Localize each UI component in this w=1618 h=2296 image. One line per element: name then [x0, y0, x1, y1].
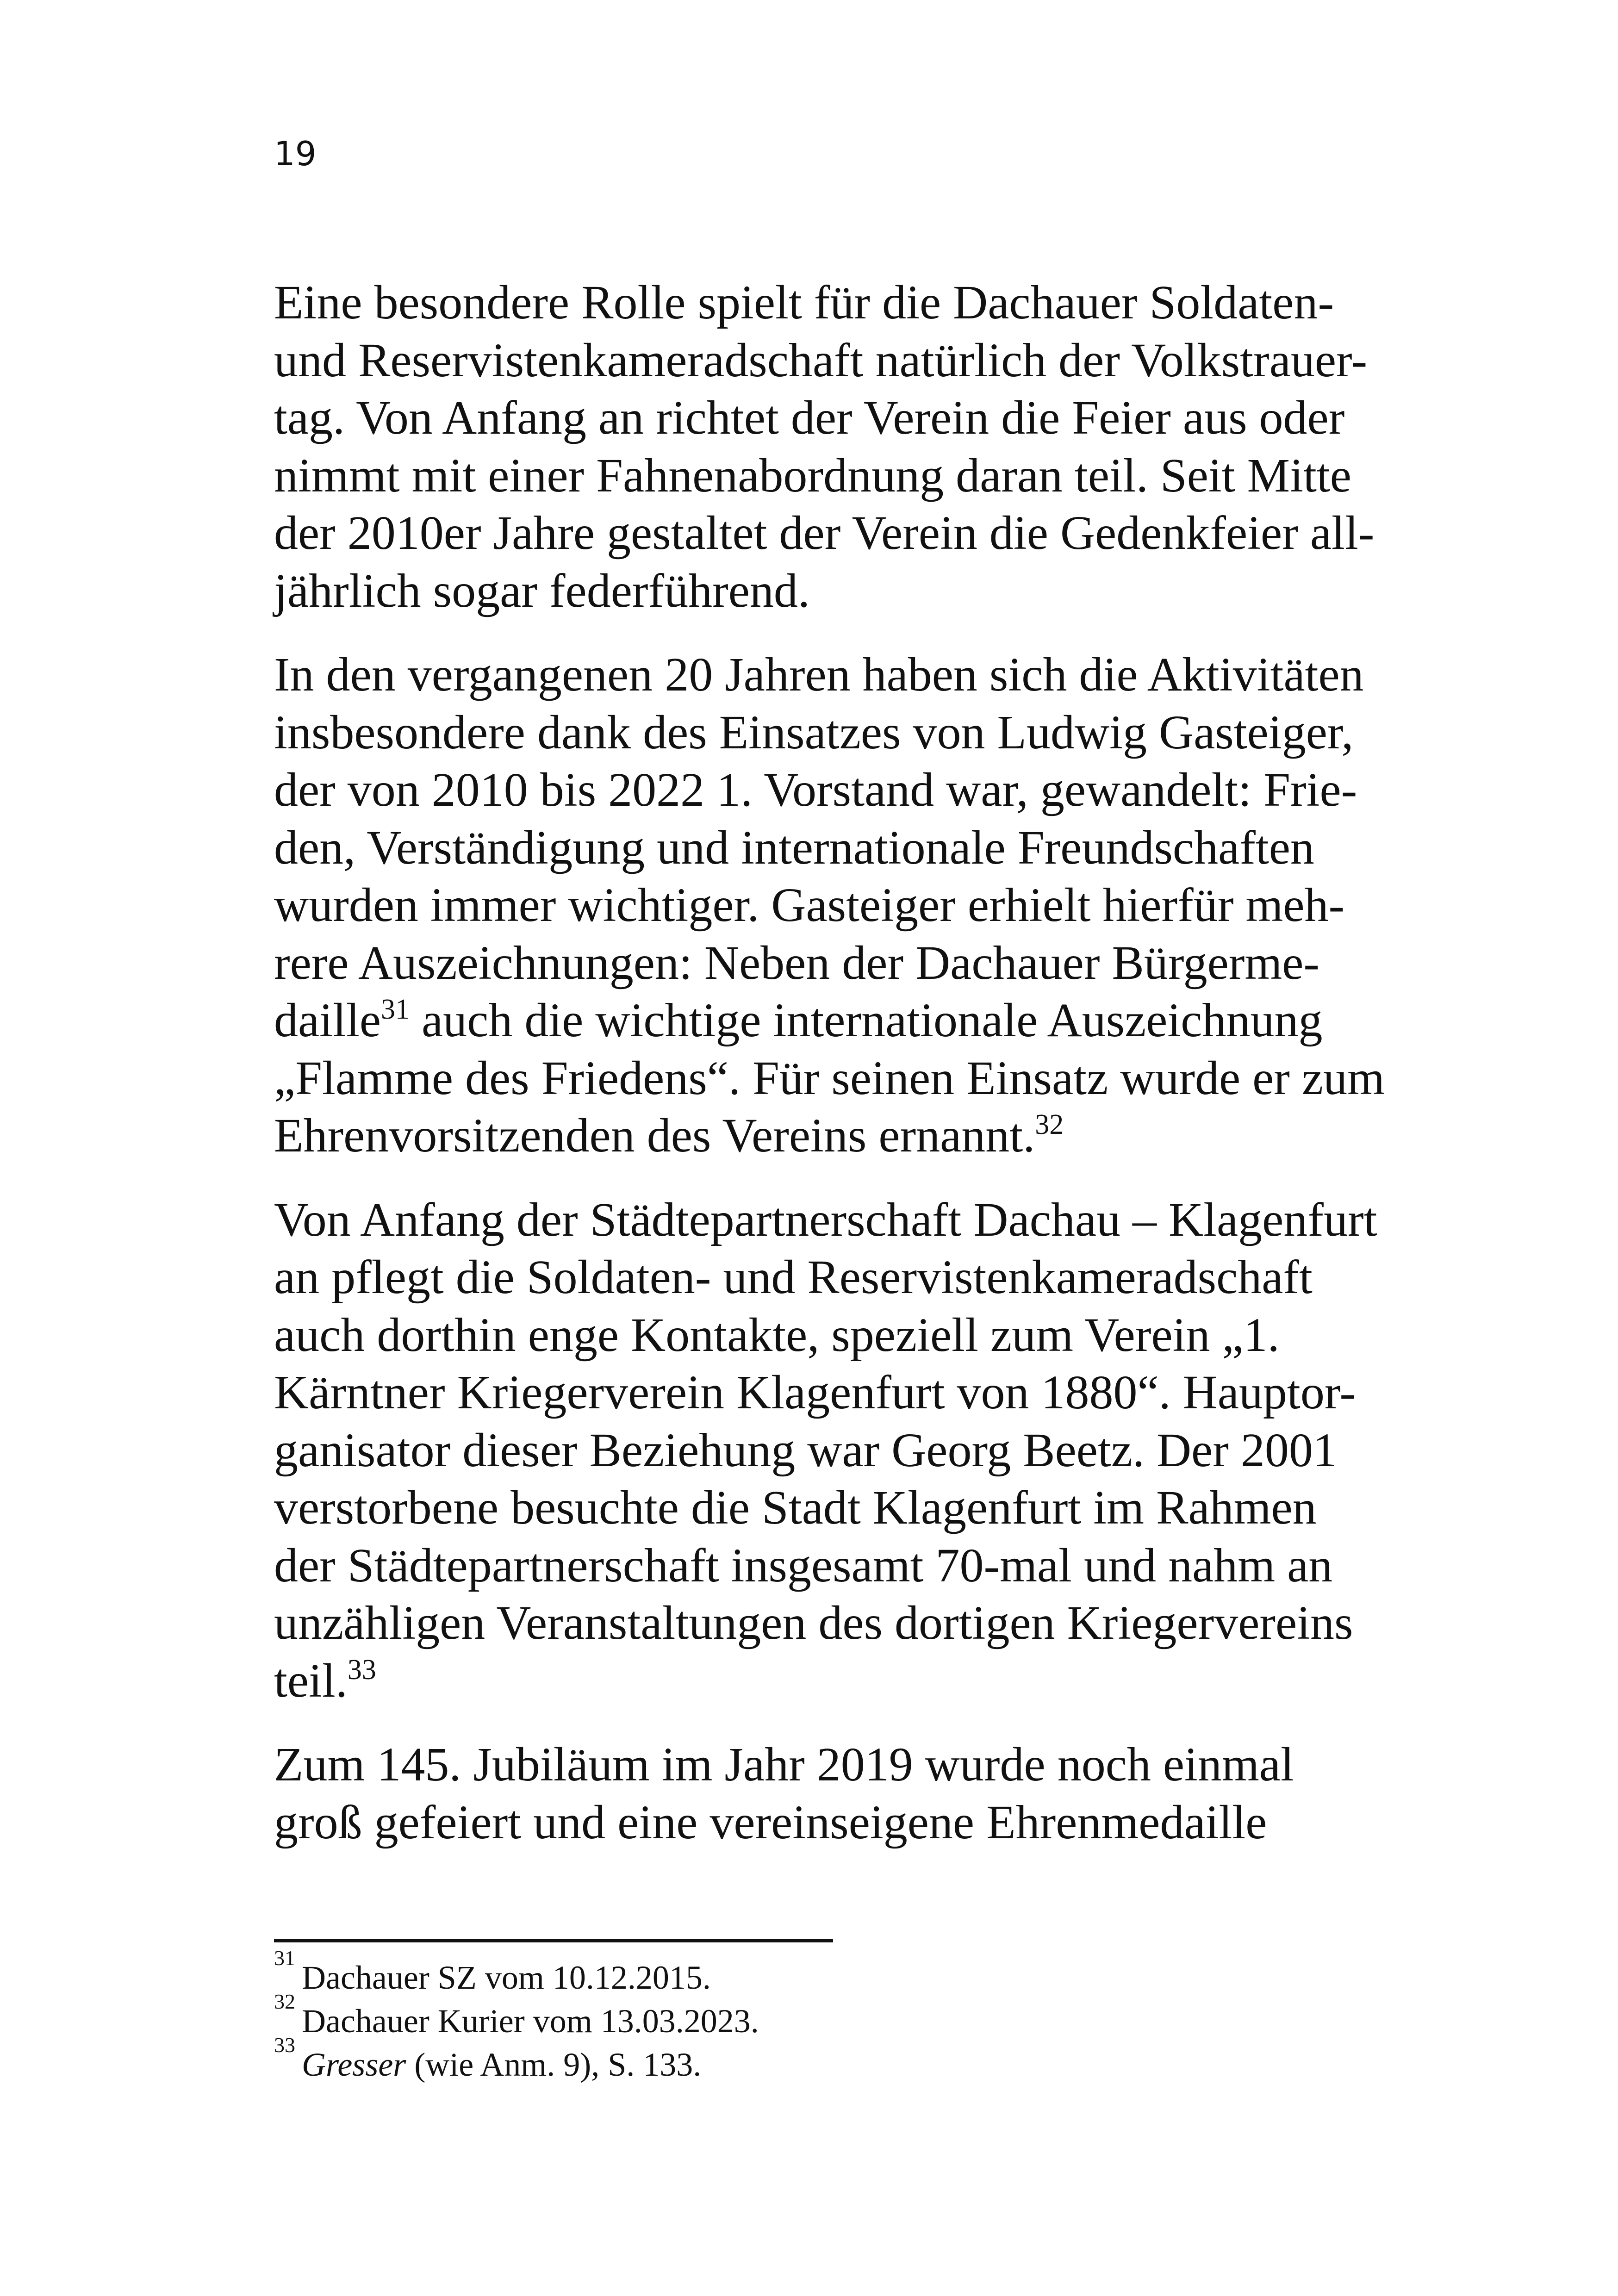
text-line: nimmt mit einer Fahnenabordnung daran teil. Seit Mitte — [274, 448, 1351, 502]
paragraph — [274, 1736, 1375, 1851]
text-line: den, Verständigung und internationale Freundschaften — [274, 821, 1314, 874]
footnote-reference[interactable]: 32 — [1035, 1109, 1064, 1140]
text-line: der von 2010 bis 2022 1. Vorstand war, gewandelt: Frie- — [274, 763, 1357, 816]
text-line — [274, 1652, 1375, 1710]
footnote-author: Gresser — [302, 2046, 406, 2083]
text-line: ganisator dieser Beziehung war Georg Beetz. Der 2001 — [274, 1423, 1337, 1477]
text-line — [274, 1107, 1375, 1165]
text-line: tag. Von Anfang an richtet der Verein die Feier aus oder — [274, 391, 1345, 444]
text-line: Eine besondere Rolle spielt für die Dachauer Soldaten- — [274, 276, 1334, 329]
footnote-text: Dachauer SZ vom 10.12.2015. — [302, 1959, 711, 1996]
footnote-text: (wie Anm. 9), S. 133. — [406, 2046, 702, 2083]
text-line: und Reservistenkameradschaft natürlich der Volkstrauer- — [274, 333, 1368, 387]
text-line: Zum 145. Jubiläum im Jahr 2019 wurde noch einmal — [274, 1738, 1294, 1791]
footnote-separator — [274, 1939, 833, 1942]
footnotes — [274, 1946, 759, 2086]
text-segment: daille — [274, 994, 381, 1047]
text-line: rere Auszeichnungen: Neben der Dachauer Bürgerme- — [274, 936, 1320, 989]
paragraph — [274, 1191, 1375, 1710]
text-line: In den vergangenen 20 Jahren haben sich die Aktivitäten — [274, 648, 1364, 701]
text-line: „Flamme des Friedens“. Für seinen Einsatz wurde er zum — [274, 1051, 1385, 1105]
footnote — [274, 2033, 759, 2086]
text-line: verstorbene besuchte die Stadt Klagenfurt im Rahmen — [274, 1481, 1317, 1534]
text-segment: teil. — [274, 1654, 348, 1707]
text-line: groß gefeiert und eine vereinseigene Ehrenmedaille — [274, 1795, 1267, 1849]
footnote-number: 32 — [274, 1990, 295, 2013]
text-line: Von Anfang der Städtepartnerschaft Dachau – Klagenfurt — [274, 1193, 1377, 1246]
footnote-reference[interactable]: 31 — [381, 994, 410, 1025]
footnote — [274, 1946, 759, 1999]
text-line: der 2010er Jahre gestaltet der Verein die Gedenkfeier all- — [274, 506, 1375, 560]
text-line: der Städtepartnerschaft insgesamt 70-mal und nahm an — [274, 1538, 1333, 1592]
text-segment: Ehrenvorsitzenden des Vereins ernannt. — [274, 1109, 1035, 1162]
footnote-reference[interactable]: 33 — [347, 1654, 376, 1686]
paragraph — [274, 646, 1385, 1165]
text-line: Kärntner Kriegerverein Klagenfurt von 1880“. Hauptor- — [274, 1366, 1356, 1419]
text-segment: auch die wichtige internationale Auszeichnung — [410, 994, 1323, 1047]
text-line: auch dorthin enge Kontakte, speziell zum Verein „1. — [274, 1308, 1280, 1362]
text-line: unzähligen Veranstaltungen des dortigen Kriegervereins — [274, 1596, 1353, 1649]
footnote — [274, 1990, 759, 2043]
footnote-number: 31 — [274, 1946, 295, 1970]
page-number: 19 — [274, 134, 317, 173]
text-line: wurden immer wichtiger. Gasteiger erhielt hierfür meh- — [274, 878, 1345, 932]
text-line: jährlich sogar federführend. — [274, 564, 810, 617]
footnote-number: 33 — [274, 2033, 295, 2057]
text-line — [274, 992, 1375, 1050]
footnote-text: Dachauer Kurier vom 13.03.2023. — [302, 2003, 759, 2040]
body-text — [274, 274, 1385, 1878]
paragraph — [274, 274, 1375, 620]
text-line: an pflegt die Soldaten- und Reservistenkameradschaft — [274, 1251, 1313, 1304]
text-line: insbesondere dank des Einsatzes von Ludwig Gasteiger, — [274, 705, 1354, 759]
